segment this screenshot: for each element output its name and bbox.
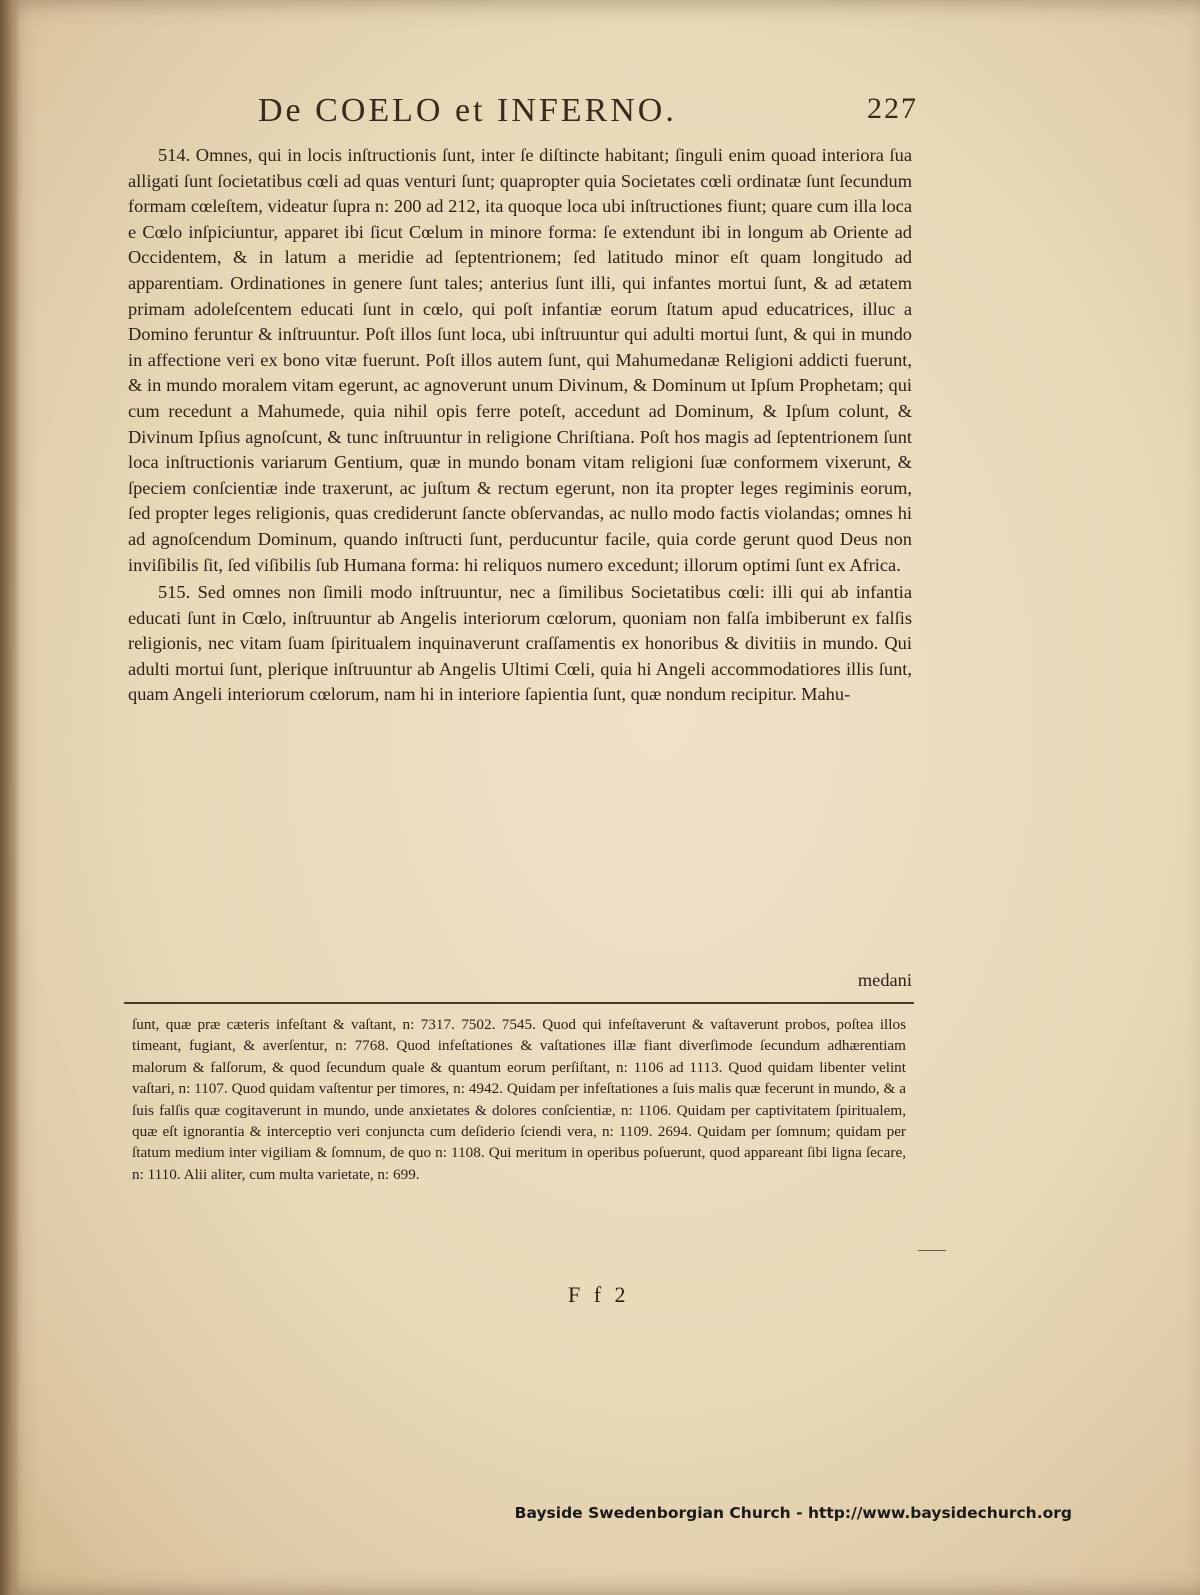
footnote-text: ſunt, quæ præ cæteris infeſtant & vaſtant, n: 7317. 7502. 7545. Quod qui infeſtaverunt & vaſtaverunt probos, poſtea illos timeant, fugiant, & averſentur, n: 7768. Quod infeſtationes & vaſtationes illæ fiant diverſimode ſecundum adhærentiam malorum & falſorum, & quod ſecundum quale & quantum eorum perſiſtant, n: 1106 ad 1113. Quod quidam libenter velint vaſtari, n: 1107. Quod quidam vaſtentur per timores, n: 4942. Quidam per infeſtationes a ſuis malis quæ fecerunt in mundo, & a ſuis falſis quæ cogitaverunt in mundo, unde anxietates & dolores conſcientiæ, n: 1106. Quidam per captivitatem ſpiritualem, quæ eſt ignorantia & interceptio veri conjuncta cum deſiderio ſciendi vera, n: 1109. 2694. Quidam per ſomnum; quidam per ſtatum medium inter vigiliam & ſomnum, de quo n: 1108. Qui meritum in operibus poſuerunt, quod appareant ſibi ligna ſecare, n: 1110. Alii aliter, cum multa varietate, n: 699. (132, 1016, 906, 1183)
watermark-caption: Bayside Swedenborgian Church - http://www.baysidechurch.org (514, 1504, 1072, 1522)
page-gutter-shadow (0, 0, 20, 1595)
margin-dash (918, 1250, 946, 1251)
page-header (258, 92, 918, 138)
main-text (128, 143, 912, 710)
paragraph-514: 514. Omnes, qui in locis inſtructionis ſunt, inter ſe diſtincte habitant; ſinguli enim quoad interiora ſua alligati ſunt ſocietatibus cœli ad quas venturi ſunt; quapropter quia Societates cœli ordinatæ ſunt ſecundum formam cœleſtem, videatur ſupra n: 200 ad 212, ita quoque loca ubi inſtructiones fiunt; quare cum illa loca e Cœlo inſpiciuntur, apparet ibi ſicut Cœlum in minore forma: ſe extendunt ibi in longum ab Oriente ad Occidentem, & in latum a meridie ad ſeptentrionem; ſed latitudo minor eſt quam longitudo ad apparentiam. Ordinationes in genere ſunt tales; anterius ſunt illi, qui infantes mortui ſunt, & ad ætatem primam adoleſcentem educati ſunt in cœlo, qui poſt infantiæ eorum ſtatum apud educatrices, illuc a Domino feruntur & inſtruuntur. Poſt illos ſunt loca, ubi inſtruuntur qui adulti mortui ſunt, & qui in mundo in affectione veri ex bono vitæ fuerunt. Poſt illos autem ſunt, qui Mahumedanæ Religioni addicti fuerunt, & in mundo moralem vitam egerunt, ac agnoverunt unum Divinum, & Dominum ut Ipſum Prophetam; qui cum recedunt a Mahumede, quia nihil opis ferre poteſt, accedunt ad Dominum, & Ipſum colunt, & Divinum Ipſius agnoſcunt, & tunc inſtruuntur in religione Chriſtiana. Poſt hos magis ad ſeptentrionem ſunt loca inſtructionis variarum Gentium, quæ in mundo bonam vitam religioni ſuæ conformem vixerunt, & ſpeciem conſcientiæ inde traxerunt, ac juſtum & rectum egerunt, non ita propter leges regiminis eorum, ſed propter leges religionis, quas crediderunt ſancte obſervandas, ac nullo modo factis violandas; omnes hi ad agnoſcendum Dominum, quando inſtructi ſunt, perducuntur facile, quia corde gerunt quod Deus non inviſibilis ſit, ſed viſibilis ſub Humana forma: hi reliquos numero excedunt; illorum optimi ſunt ex Africa. (128, 145, 912, 575)
page-number: 227 (867, 92, 918, 125)
paragraph-515: 515. Sed omnes non ſimili modo inſtruuntur, nec a ſimilibus Societatibus cœli: illi qui ab infantia educati ſunt in Cœlo, inſtruuntur ab Angelis interiorum cœlorum, quoniam non falſa imbiberunt ex falſis religionis, nec vitam ſuam ſpiritualem inquinaverunt craſſamentis ex honoribus & divitiis in mundo. Qui adulti mortui ſunt, plerique inſtruuntur ab Angelis Ultimi Cœli, quia hi Angeli accommodatiores illis ſunt, quam Angeli interiorum cœlorum, nam hi in interiore ſapientia ſunt, quæ nondum recipitur. Mahu- (128, 582, 912, 705)
footnote-rule (124, 1002, 914, 1004)
signature-mark: F f 2 (568, 1282, 630, 1307)
catchword: medani (857, 970, 912, 990)
running-title: De COELO et INFERNO. (258, 92, 677, 129)
